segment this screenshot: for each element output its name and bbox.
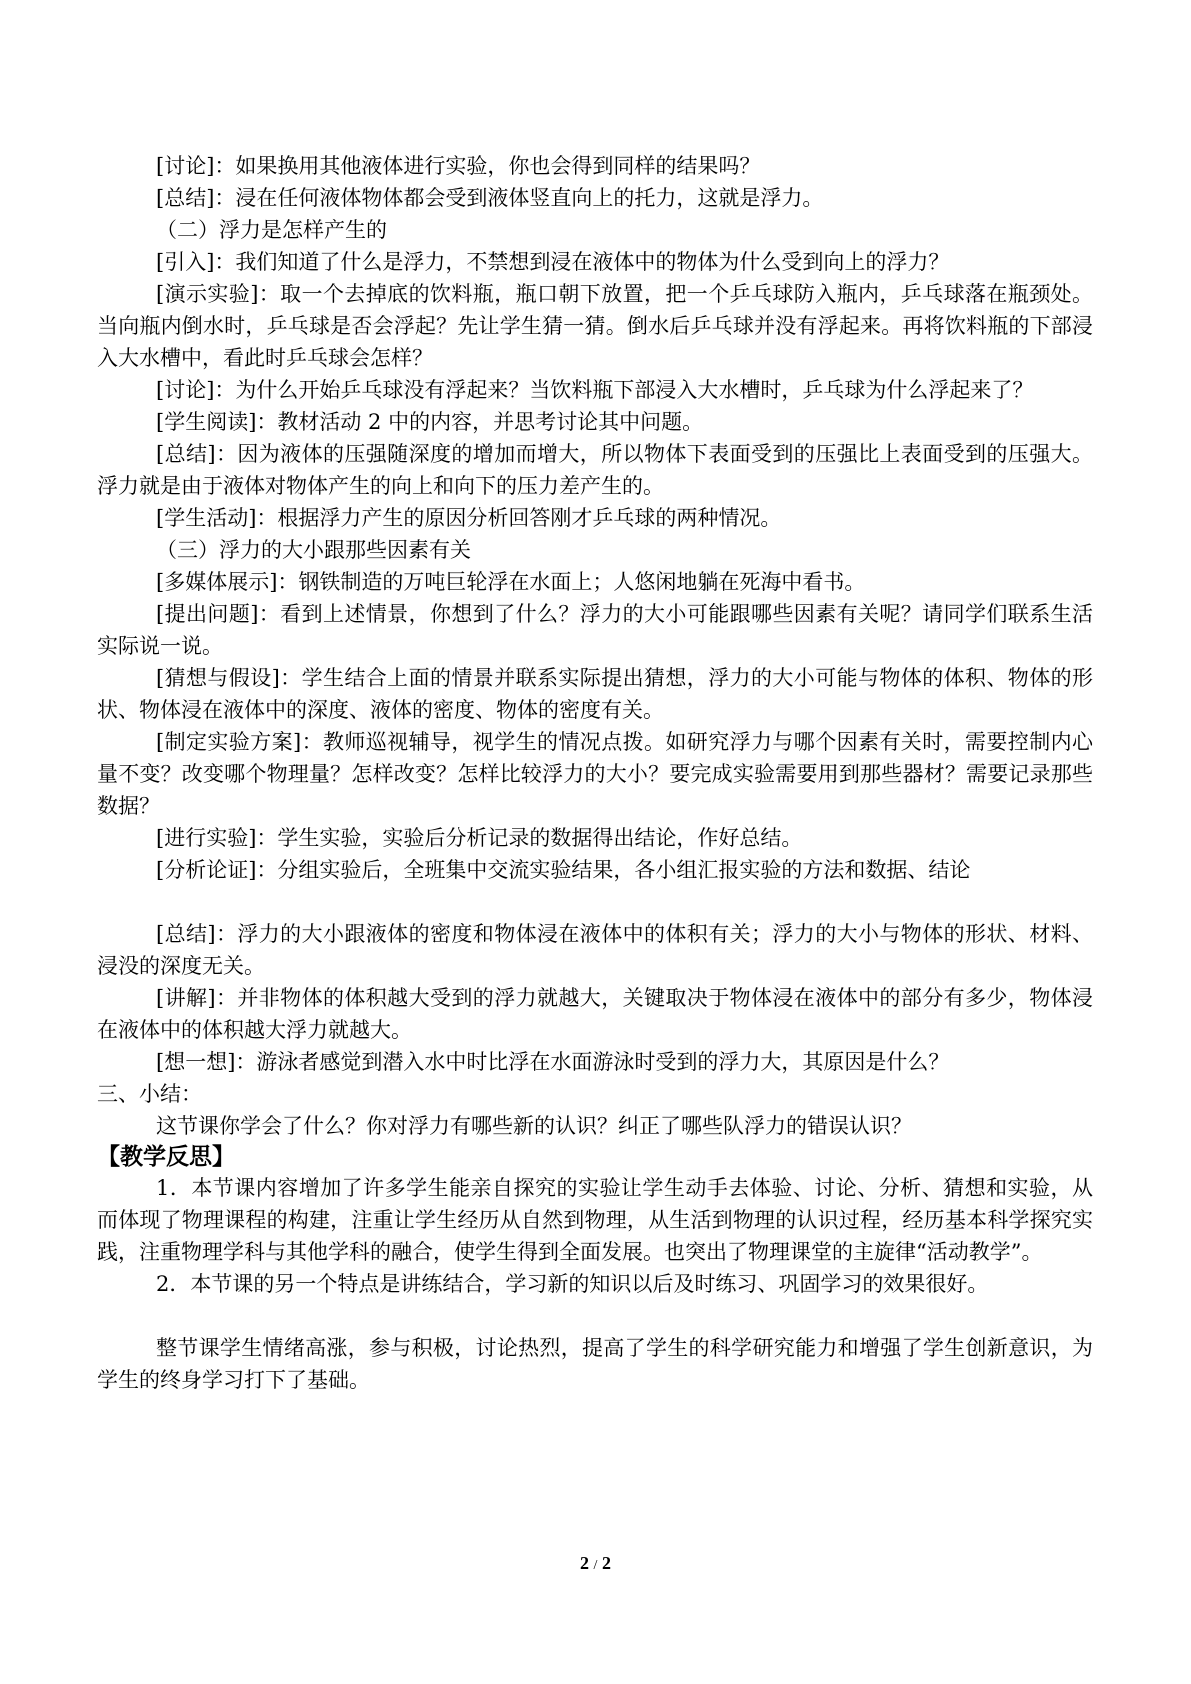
- reflection-heading: 【教学反思】: [97, 1144, 235, 1170]
- multimedia-paragraph: [多媒体展示]：钢铁制造的万吨巨轮浮在水面上；人悠闲地躺在死海中看书。: [156, 570, 866, 594]
- page-separator: /: [593, 1558, 598, 1573]
- current-page: 2: [580, 1553, 590, 1573]
- reflection-conclusion: 整节课学生情绪高涨，参与积极，讨论热烈，提高了学生的科学研究能力和增强了学生创新意识，为学生的终身学习打下了基础。: [97, 1336, 1093, 1392]
- page-number: [0, 1553, 1191, 1574]
- blank-line-2: [97, 1300, 1093, 1332]
- intro-paragraph: [引入]：我们知道了什么是浮力，不禁想到浸在液体中的物体为什么受到向上的浮力？: [156, 250, 950, 274]
- section-heading-2: （二）浮力是怎样产生的: [156, 218, 387, 242]
- reflection-item-1: 1．本节课内容增加了许多学生能亲自探究的实验让学生动手去体验、讨论、分析、猜想和实验，从而体现了物理课程的构建，注重让学生经历从自然到物理，从生活到物理的认识过程，经历基本科学探究实践，注重物理学科与其他学科的融合，使学生得到全面发展。也突出了物理课堂的主旋律“活动教学”。: [97, 1176, 1093, 1264]
- summary-paragraph-2: [总结]：因为液体的压强随深度的增加而增大，所以物体下表面受到的压强比上表面受到的压强大。浮力就是由于液体对物体产生的向上和向下的压力差产生的。: [97, 442, 1093, 498]
- reflection-item-2: 2．本节课的另一个特点是讲练结合，学习新的知识以后及时练习、巩固学习的效果很好。: [156, 1272, 989, 1296]
- analysis-paragraph: [分析论证]：分组实验后，全班集中交流实验结果，各小组汇报实验的方法和数据、结论: [156, 858, 971, 882]
- student-reading-paragraph: [学生阅读]：教材活动 2 中的内容，并思考讨论其中问题。: [156, 410, 704, 434]
- summary-question-paragraph: 这节课你学会了什么？你对浮力有哪些新的认识？纠正了哪些队浮力的错误认识？: [156, 1114, 912, 1138]
- demo-experiment-paragraph: [演示实验]：取一个去掉底的饮料瓶，瓶口朝下放置，把一个乒乓球防入瓶内，乒乓球落在瓶颈处。当向瓶内倒水时，乒乓球是否会浮起？先让学生猜一猜。倒水后乒乓球并没有浮起来。再将饮料瓶的下部浸入大水槽中，看此时乒乓球会怎样？: [97, 282, 1093, 370]
- student-activity-paragraph: [学生活动]：根据浮力产生的原因分析回答刚才乒乓球的两种情况。: [156, 506, 782, 530]
- section-heading-summary: 三、小结：: [97, 1082, 202, 1106]
- summary-paragraph-3: [总结]：浮力的大小跟液体的密度和物体浸在液体中的体积有关；浮力的大小与物体的形状、材料、浸没的深度无关。: [97, 922, 1093, 978]
- document-body: [97, 150, 1093, 1396]
- experiment-paragraph: [进行实验]：学生实验，实验后分析记录的数据得出结论，作好总结。: [156, 826, 803, 850]
- discussion-paragraph: [讨论]：如果换用其他液体进行实验，你也会得到同样的结果吗？: [156, 154, 761, 178]
- plan-paragraph: [制定实验方案]：教师巡视辅导，视学生的情况点拨。如研究浮力与哪个因素有关时，需要控制内心量不变？改变哪个物理量？怎样改变？怎样比较浮力的大小？要完成实验需要用到那些器材？需要记录那些数据？: [97, 730, 1093, 818]
- total-pages: 2: [601, 1553, 611, 1573]
- hypothesis-paragraph: [猜想与假设]：学生结合上面的情景并联系实际提出猜想，浮力的大小可能与物体的体积、物体的形状、物体浸在液体中的深度、液体的密度、物体的密度有关。: [97, 666, 1093, 722]
- summary-paragraph: [总结]：浸在任何液体物体都会受到液体竖直向上的托力，这就是浮力。: [156, 186, 824, 210]
- blank-line: [97, 886, 1093, 918]
- discussion-paragraph-2: [讨论]：为什么开始乒乓球没有浮起来？当饮料瓶下部浸入大水槽时，乒乓球为什么浮起来了？: [156, 378, 1034, 402]
- section-heading-3: （三）浮力的大小跟那些因素有关: [156, 538, 471, 562]
- question-paragraph: [提出问题]：看到上述情景，你想到了什么？浮力的大小可能跟哪些因素有关呢？请同学们联系生活实际说一说。: [97, 602, 1093, 658]
- think-paragraph: [想一想]：游泳者感觉到潜入水中时比浮在水面游泳时受到的浮力大，其原因是什么？: [156, 1050, 950, 1074]
- explanation-paragraph: [讲解]：并非物体的体积越大受到的浮力就越大，关键取决于物体浸在液体中的部分有多少，物体浸在液体中的体积越大浮力就越大。: [97, 986, 1093, 1042]
